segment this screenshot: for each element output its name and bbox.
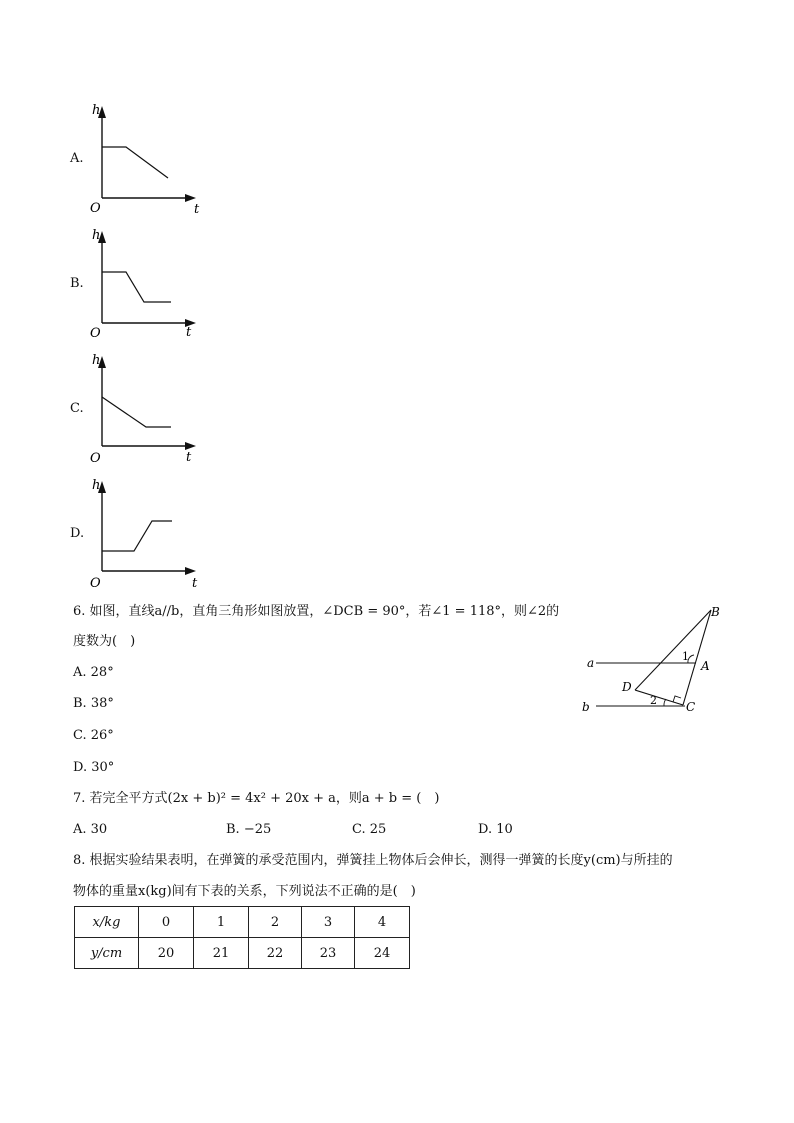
label-angle-1: 1: [682, 650, 689, 663]
table-cell-y4: 24: [355, 938, 410, 969]
graph-b-x-label: t: [186, 325, 192, 340]
q6-stem-line2: 度数为( ): [73, 634, 136, 649]
graph-b-y-label: h: [92, 228, 101, 243]
graph-a: [88, 98, 208, 220]
graph-c-label: C.: [70, 401, 84, 416]
q6-stem-line1: 6. 如图，直线a//b，直角三角形如图放置，∠DCB = 90°，若∠1 = 118°，则∠2的: [73, 604, 560, 619]
graph-c: [88, 348, 208, 470]
table-cell-x1: 1: [194, 907, 249, 938]
graph-b-origin: O: [90, 326, 101, 341]
q7-option-d[interactable]: D. 10: [478, 822, 513, 837]
table-cell-y2: 22: [249, 938, 302, 969]
angle-2-arc: [664, 699, 666, 706]
graph-b-label: B.: [70, 276, 84, 291]
graph-d-y-label: h: [92, 478, 101, 493]
label-point-a: A: [701, 659, 710, 673]
graph-a-label: A.: [70, 151, 84, 166]
graph-c-curve: [102, 397, 171, 427]
graph-b-curve: [102, 272, 171, 302]
graph-a-origin: O: [90, 201, 101, 216]
table-cell-x2: 2: [249, 907, 302, 938]
table-cell-y3: 23: [302, 938, 355, 969]
graph-d: [88, 473, 208, 595]
q7-stem: 7. 若完全平方式(2x + b)² = 4x² + 20x + a，则a + b = ( ): [73, 791, 440, 806]
table-header-x: x/kg: [75, 907, 139, 938]
graph-c-origin: O: [90, 451, 101, 466]
table-cell-x3: 3: [302, 907, 355, 938]
q7-option-b[interactable]: B. −25: [226, 822, 272, 837]
q7-option-a[interactable]: A. 30: [73, 822, 108, 837]
table-cell-x4: 4: [355, 907, 410, 938]
label-point-d: D: [622, 680, 632, 694]
table-cell-y0: 20: [139, 938, 194, 969]
q6-figure: [580, 598, 730, 720]
q6-option-c[interactable]: C. 26°: [73, 728, 114, 743]
right-angle-mark: [673, 696, 681, 702]
label-b-point: B: [711, 605, 720, 619]
q8-data-table: [74, 906, 410, 969]
graph-d-label: D.: [70, 526, 85, 541]
label-angle-2: 2: [650, 694, 657, 707]
graph-c-x-label: t: [186, 450, 192, 465]
graph-a-curve: [102, 147, 168, 178]
q8-stem-line1: 8. 根据实验结果表明，在弹簧的承受范围内，弹簧挂上物体后会伸长，测得一弹簧的长度y(cm)与所挂的: [73, 853, 673, 868]
table-cell-y1: 21: [194, 938, 249, 969]
graph-c-y-label: h: [92, 353, 101, 368]
table-row: [75, 907, 410, 938]
graph-a-x-label: t: [194, 202, 200, 217]
q6-option-d[interactable]: D. 30°: [73, 760, 115, 775]
q7-option-c[interactable]: C. 25: [352, 822, 387, 837]
segment-dc: [635, 690, 683, 705]
label-point-c: C: [686, 700, 696, 714]
graph-d-curve: [102, 521, 172, 551]
graph-d-x-label: t: [192, 576, 198, 591]
table-cell-x0: 0: [139, 907, 194, 938]
graph-d-origin: O: [90, 576, 101, 591]
table-row: [75, 938, 410, 969]
label-line-a: a: [587, 656, 595, 670]
table-header-y: y/cm: [75, 938, 139, 969]
q6-option-b[interactable]: B. 38°: [73, 696, 114, 711]
label-line-b: b: [582, 700, 590, 714]
graph-b: [88, 223, 208, 345]
graph-a-y-label: h: [92, 103, 101, 118]
q8-stem-line2: 物体的重量x(kg)间有下表的关系，下列说法不正确的是( ): [73, 884, 416, 899]
q6-option-a[interactable]: A. 28°: [73, 665, 114, 680]
